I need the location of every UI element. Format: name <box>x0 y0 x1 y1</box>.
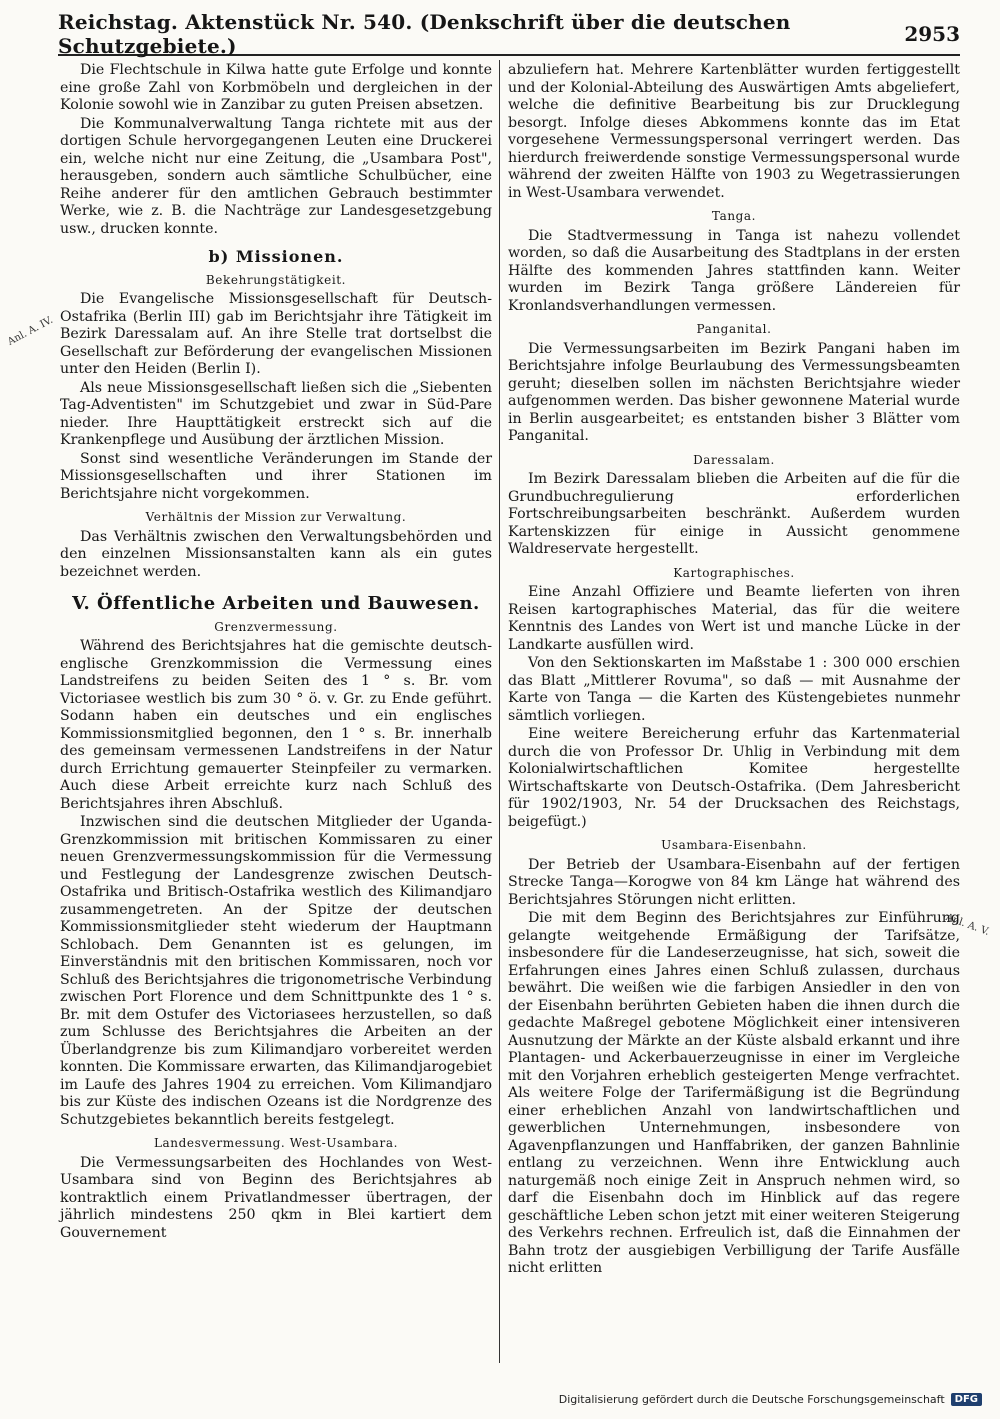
margin-note-right: Anl. A. V. <box>944 912 991 938</box>
paragraph: Inzwischen sind die deutschen Mitglieder der Uganda-Grenzkommission mit britischen Kommissaren zu einer neuen Grenzvermessungskommission für die Vermessung und Festlegung der Landesgrenze zwischen Deutsch-Ostafrika und Britisch-Ostafrika westlich des Kilimandjaro zusammengetreten. An der Spitze der deutschen Kommissionsmitglieder steht wiederum der Hauptmann Schlobach. Dem Genannten ist es gelungen, im Einverständnis mit den britischen Kommissaren, noch vor Schluß des Berichtsjahres die trigonometrische Verbindung zwischen Port Florence und dem Schnittpunkte des 1 ° s. Br. mit dem Ostufer des Victoriasees herzustellen, so daß zum Schlusse des Berichtsjahres die Arbeiten an der Überlandgrenze bis zum Kilimandjaro vorbereitet werden konnten. Die Kommissare erwarten, das Kilimandjarogebiet im Laufe des Jahres 1904 zu erreichen. Vom Kilimandjaro bis zur Küste des indischen Ozeans ist die Nordgrenze des Schutzgebietes bekanntlich bereits festgelegt. <box>60 814 492 1128</box>
left-column <box>60 62 492 1243</box>
subsection-heading: Grenzvermessung. <box>214 619 338 634</box>
paragraph: Im Bezirk Daressalam blieben die Arbeiten auf die für die Grundbuchregulierung erforderlichen Fortschreibungsarbeiten beschränkt. Außerdem wurden Kartenskizzen für einige in Aussicht genommene Waldreservate hergestellt. <box>508 471 960 557</box>
subsection-heading: Kartographisches. <box>673 565 795 580</box>
subsection-heading: Verhältnis der Mission zur Verwaltung. <box>145 510 407 524</box>
column-divider <box>499 60 500 1363</box>
subsection-heading: Usambara-Eisenbahn. <box>661 838 807 852</box>
subsection-heading: Daressalam. <box>693 452 775 467</box>
footer <box>559 1393 982 1406</box>
subsection-heading: Panganital. <box>696 322 772 336</box>
paragraph: Sonst sind wesentliche Veränderungen im Stande der Missionsgesellschaften und ihrer Stationen im Berichtsjahre nicht vorgekommen. <box>60 450 492 502</box>
section-heading: b) Missionen. <box>208 247 344 266</box>
dfg-logo: DFG <box>951 1393 982 1406</box>
paragraph: Die Evangelische Missionsgesellschaft für Deutsch-Ostafrika (Berlin III) gab im Berichtsjahr ihre Tätigkeit im Bezirk Daressalam auf. An ihre Stelle trat dortselbst die Gesellschaft zur Beförderung der evangelischen Missionen unter den Heiden (Berlin I). <box>60 291 492 377</box>
right-column <box>508 62 960 1279</box>
paragraph: Der Betrieb der Usambara-Eisenbahn auf der fertigen Strecke Tanga—Korogwe von 84 km Länge hat während des Berichtsjahres Störungen nicht erlitten. <box>508 856 960 908</box>
footer-credit: Digitalisierung gefördert durch die Deutsche Forschungsgemeinschaft <box>558 1393 945 1406</box>
paragraph: abzuliefern hat. Mehrere Kartenblätter wurden fertiggestellt und der Kolonial-Abteilung des Auswärtigen Amts abgeliefert, welche die definitive Bearbeitung bis zur Drucklegung besorgt. Infolge dieses Abkommens konnte das im Etat vorgesehene Vermessungspersonal verringert werden. Das hierdurch freiwerdende sonstige Vermessungspersonal wurde während der zweiten Hälfte von 1903 zu Wegetrassierungen in West-Usambara verwendet. <box>508 62 960 201</box>
paragraph: Während des Berichtsjahres hat die gemischte deutsch-englische Grenzkommission die Vermessung eines Landstreifens zu beiden Seiten des 1 ° s. Br. vom Victoriasee westlich bis zum 30 ° ö. v. Gr. zu Ende geführt. Sodann haben ein deutsches und ein englisches Kommissionsmitglied begonnen, den 1 ° s. Br. innerhalb des gemeinsam vermessenen Landstreifens in der Natur durch Errichtung gemauerter Steinpfeiler zu vermarken. Auch diese Arbeit erreichte kurz nach Schluß des Berichtsjahres ihren Abschluß. <box>60 638 492 812</box>
paragraph: Die Vermessungsarbeiten im Bezirk Pangani haben im Berichtsjahre infolge Beurlaubung des Vermessungsbeamten geruht; dieselben sollen im nächsten Berichtsjahre wieder aufgenommen werden. Das bisher gewonnene Material wurde in Berlin ausgearbeitet; es entstanden bisher 3 Blätter vom Panganital. <box>508 340 960 444</box>
paragraph: Das Verhältnis zwischen den Verwaltungsbehörden und den einzelnen Missionsanstalten kann als ein gutes bezeichnet werden. <box>60 528 492 580</box>
paragraph: Die Kommunalverwaltung Tanga richtete mit aus der dortigen Schule hervorgegangenen Leuten eine Druckerei ein, welche nicht nur eine Zeitung, die „Usambara Post", herausgeben, sondern auch sämtliche Schulbücher, eine Reihe anderer für den amtlichen Gebrauch bestimmter Werke, wie z. B. die Nachträge zur Landesgesetzgebung usw., drucken konnte. <box>60 115 492 237</box>
page-header <box>58 10 960 58</box>
chapter-heading: V. Öffentliche Arbeiten und Bauwesen. <box>72 593 480 614</box>
paragraph: Die Vermessungsarbeiten des Hochlandes von West-Usambara sind von Beginn des Berichtsjahres ab kontraktlich einem Privatlandmesser übertragen, der jährlich mindestens 250 qkm in Blei kartiert dem Gouvernement <box>60 1154 492 1241</box>
paragraph: Eine Anzahl Offiziere und Beamte lieferten von ihren Reisen kartographisches Material, das für die weitere Kenntnis des Landes von Wert ist und manche Lücke in der Landkarte ausfüllen wird. <box>508 584 960 653</box>
paragraph: Die Flechtschule in Kilwa hatte gute Erfolge und konnte eine große Zahl von Korbmöbeln und dergleichen in der Kolonie sowohl wie in Zanzibar zu guten Preisen absetzen. <box>60 62 492 113</box>
subsection-heading: Bekehrungstätigkeit. <box>205 272 347 287</box>
paragraph: Als neue Missionsgesellschaft ließen sich die „Siebenten Tag-Adventisten" im Schutzgebiet und zwar in Süd-Pare nieder. Ihre Haupttätigkeit erstreckt sich auf die Krankenpflege und Ausübung der ärztlichen Mission. <box>60 379 492 448</box>
subsection-heading: Tanga. <box>711 209 757 223</box>
paragraph: Die mit dem Beginn des Berichtsjahres zur Einführung gelangte weitgehende Ermäßigung der Tarifsätze, insbesondere für die Landeserzeugnisse, hat sich, soweit die Erfahrungen eines Jahres einen Schluß zulassen, durchaus bewährt. Die weißen wie die farbigen Ansiedler in den von der Eisenbahn berührten Gebieten haben die ihnen durch die gedachte Maßregel gebotene Möglichkeit einer intensiveren Ausnutzung der Märkte an der Küste alsbald erkannt und ihre Plantagen- und Ackerbauerzeugnisse in einer im Vergleiche mit den Vorjahren erheblich gesteigerten Menge verfrachtet. Als weitere Folge der Tarifermäßigung ist die Begründung einer erheblichen Anzahl von landwirtschaftlichen und gewerblichen Unternehmungen, insbesondere von Agavenpflanzungen und Hanffabriken, der ganzen Bahnlinie entlang zu verzeichnen. Wenn ihre Entwicklung auch naturgemäß noch einige Zeit in Anspruch nehmen wird, so darf die Eisenbahn doch im Hinblick auf das regere geschäftliche Leben schon jetzt mit einer weiteren Steigerung des Verkehrs rechnen. Erfreulich ist, daß die Einnahmen der Bahn trotz der ausgiebigen Verbilligung der Tarife Ausfälle nicht erlitten <box>508 910 960 1276</box>
subsection-heading: Landesvermessung. West-Usambara. <box>153 1136 398 1150</box>
paragraph: Eine weitere Bereicherung erfuhr das Kartenmaterial durch die von Professor Dr. Uhlig in Verbindung mit dem Kolonialwirtschaftlichen Komitee hergestellte Wirtschaftskarte von Deutsch-Ostafrika. (Dem Jahresbericht für 1902/1903, Nr. 54 der Drucksachen des Reichstags, beigefügt.) <box>508 726 960 830</box>
running-title: Reichstag. Aktenstück Nr. 540. (Denkschrift über die deutschen Schutzgebiete.) <box>58 10 791 58</box>
paragraph: Von den Sektionskarten im Maßstabe 1 : 300 000 erschien das Blatt „Mittlerer Rovuma", so daß — mit Ausnahme der Karte von Tanga — die Karten des Küstengebietes nunmehr sämtlich vorliegen. <box>508 655 960 724</box>
page-number: 2953 <box>904 22 960 46</box>
paragraph: Die Stadtvermessung in Tanga ist nahezu vollendet worden, so daß die Ausarbeitung des Stadtplans in der ersten Hälfte des kommenden Jahres stattfinden kann. Weiter wurden im Bezirk Tanga größere Ländereien für Kronlandsverhandlungen vermessen. <box>508 227 960 314</box>
margin-note-left: Anl. A. IV. <box>6 314 55 348</box>
